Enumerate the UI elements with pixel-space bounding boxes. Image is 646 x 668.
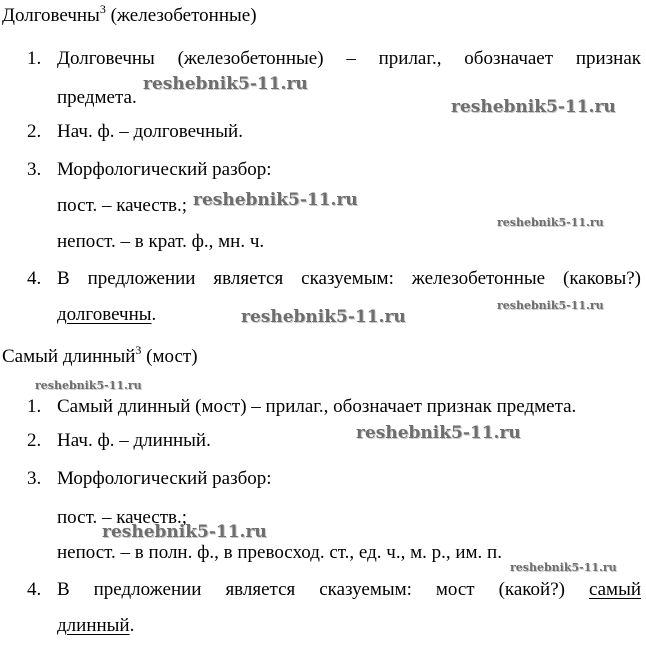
morph-variable-features: непост. – в крат. ф., мн. ч. (57, 231, 265, 252)
underlined-word: долговечны (57, 304, 152, 325)
morph-variable-features: непост. – в полн. ф., в превосход. ст., ед. ч., м. р., им. п. (57, 542, 502, 563)
watermark: reshebnik5-11.ru (497, 216, 604, 229)
footnote-marker: 3 (99, 2, 106, 16)
watermark: reshebnik5-11.ru (143, 74, 308, 94)
footnote-marker: 3 (135, 343, 142, 357)
sentence-prefix: В предложении является сказуемым: мост (какой?) (57, 579, 565, 600)
list-number: 1. (27, 48, 42, 69)
list-number: 2. (27, 430, 42, 451)
list-number: 4. (27, 268, 42, 289)
list-item-text: Самый длинный (мост) – прилаг., обозначает признак предмета. (57, 396, 577, 417)
underlined-word: самый (588, 579, 642, 600)
list-number: 3. (27, 468, 42, 489)
watermark: reshebnik5-11.ru (497, 299, 604, 312)
list-item-text: Морфологический разбор: (57, 159, 272, 180)
heading-word: Самый длинный (2, 346, 136, 367)
watermark: reshebnik5-11.ru (356, 423, 521, 443)
watermark: reshebnik5-11.ru (241, 307, 406, 327)
list-number: 4. (27, 579, 42, 600)
watermark: reshebnik5-11.ru (510, 561, 617, 574)
list-item-text (57, 616, 134, 635)
morph-constant-features: пост. – качеств.; (57, 195, 188, 216)
heading-word: Долговечны (2, 5, 100, 26)
watermark: reshebnik5-11.ru (451, 97, 616, 117)
watermark: reshebnik5-11.ru (35, 379, 142, 392)
morph-constant-features: пост. – качеств.; (57, 507, 188, 528)
section-heading-1 (2, 2, 257, 26)
list-item-text: Нач. ф. – длинный. (57, 430, 211, 451)
list-item-text (57, 305, 156, 324)
watermark: reshebnik5-11.ru (193, 190, 358, 210)
section-heading-2 (2, 343, 198, 367)
list-item-text: предмета. (57, 87, 137, 108)
list-item-text: Долговечны (железобетонные) – прилаг., обозначает признак (57, 48, 641, 69)
list-number: 3. (27, 159, 42, 180)
underlined-word: длинный (57, 615, 130, 636)
list-item-text: В предложении является сказуемым: железобетонные (каковы?) (57, 268, 641, 289)
sentence-end: . (129, 615, 135, 636)
list-item-text: Морфологический разбор: (57, 468, 272, 489)
sentence-end: . (151, 304, 157, 325)
heading-note: (мост) (146, 346, 198, 367)
list-number: 1. (27, 396, 42, 417)
watermark: reshebnik5-11.ru (102, 522, 267, 542)
list-item-text (57, 580, 641, 599)
heading-note: (железобетонные) (110, 5, 257, 26)
list-item-text: Нач. ф. – долговечный. (57, 121, 243, 142)
list-number: 2. (27, 121, 42, 142)
